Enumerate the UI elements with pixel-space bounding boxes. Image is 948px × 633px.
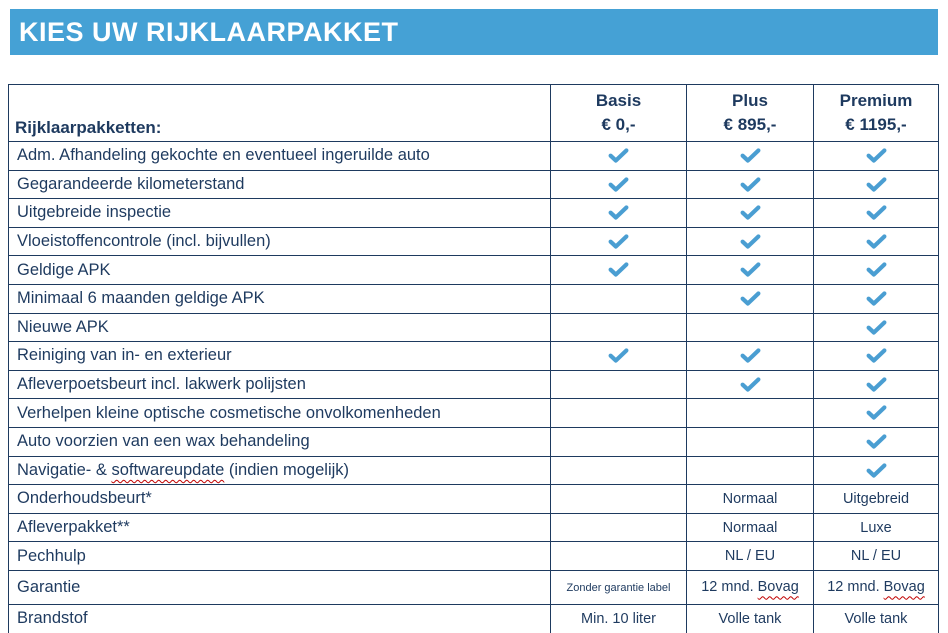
row-label (9, 142, 551, 171)
package-cell-basis (551, 427, 687, 456)
package-cell-basis (551, 199, 687, 228)
text-segment: Verhelpen kleine optische cosmetische onvolkomenheden (17, 403, 441, 422)
check-icon (866, 291, 887, 306)
table-row (9, 485, 939, 514)
package-cell-premium (814, 485, 939, 514)
package-cell-basis (551, 604, 687, 633)
package-cell-plus (687, 370, 814, 399)
cell-value (843, 491, 909, 507)
table-row (9, 313, 939, 342)
row-header-cell (9, 85, 551, 142)
row-label (9, 313, 551, 342)
package-cell-plus (687, 427, 814, 456)
package-cell-basis (551, 370, 687, 399)
package-cell-basis (551, 513, 687, 542)
package-cell-basis (551, 456, 687, 485)
package-cell-basis (551, 256, 687, 285)
cell-value (567, 582, 671, 595)
text-segment: Min. 10 liter (581, 610, 656, 627)
row-label (9, 456, 551, 485)
package-cell-plus (687, 542, 814, 571)
package-cell-premium (814, 256, 939, 285)
text-segment: Volle tank (718, 610, 782, 627)
package-cell-plus (687, 456, 814, 485)
table-row (9, 427, 939, 456)
cell-value (851, 548, 901, 564)
text-segment: Gegarandeerde kilometerstand (17, 174, 245, 193)
table-row (9, 142, 939, 171)
package-cell-plus (687, 570, 814, 604)
section-title: KIES UW RIJKLAARPAKKET (19, 16, 399, 47)
check-icon (740, 291, 761, 306)
package-cell-plus (687, 199, 814, 228)
package-cell-plus (687, 256, 814, 285)
table-row (9, 227, 939, 256)
check-icon (740, 205, 761, 220)
column-name-plus: Plus (732, 91, 768, 110)
column-price-basis: € 0,- (601, 115, 636, 134)
cell-value (723, 491, 778, 507)
check-icon (608, 205, 629, 220)
package-cell-basis (551, 170, 687, 199)
text-segment: 12 mnd. (827, 579, 884, 596)
check-icon (740, 148, 761, 163)
package-cell-premium (814, 313, 939, 342)
package-cell-basis (551, 399, 687, 428)
row-label (9, 284, 551, 313)
row-label (9, 370, 551, 399)
check-icon (740, 262, 761, 277)
package-cell-premium (814, 570, 939, 604)
package-cell-basis (551, 227, 687, 256)
row-label (9, 570, 551, 604)
check-icon (608, 262, 629, 277)
text-segment: Auto voorzien van een wax behandeling (17, 432, 310, 451)
text-segment: Uitgebreid (842, 490, 910, 507)
cell-value (860, 520, 891, 536)
check-icon (866, 434, 887, 449)
text-segment: Geldige APK (17, 260, 111, 279)
package-cell-basis (551, 485, 687, 514)
text-segment: 12 mnd. (701, 579, 758, 596)
text-segment: Afleverpoetsbeurt incl. lakwerk polijsten (17, 375, 306, 394)
text-segment: Navigatie- & (17, 460, 112, 479)
column-header-basis (551, 85, 687, 142)
text-segment: Nieuwe APK (17, 317, 109, 336)
text-segment: Normaal (722, 519, 778, 536)
check-icon (608, 234, 629, 249)
package-cell-premium (814, 604, 939, 633)
package-cell-basis (551, 570, 687, 604)
table-row (9, 256, 939, 285)
package-cell-premium (814, 370, 939, 399)
package-cell-plus (687, 313, 814, 342)
package-cell-premium (814, 456, 939, 485)
package-cell-basis (551, 313, 687, 342)
table-row (9, 542, 939, 571)
row-label (9, 342, 551, 371)
section-banner (10, 9, 938, 55)
check-icon (866, 463, 887, 478)
cell-value (723, 520, 778, 536)
check-icon (608, 348, 629, 363)
cell-value (581, 611, 656, 627)
package-cell-premium (814, 427, 939, 456)
cell-value (701, 579, 799, 595)
package-cell-plus (687, 142, 814, 171)
text-segment: Minimaal 6 maanden geldige APK (17, 289, 265, 308)
package-cell-premium (814, 342, 939, 371)
misspelled-word: Bovag (757, 579, 799, 596)
table-row (9, 570, 939, 604)
column-name-premium: Premium (839, 91, 913, 110)
table-row (9, 399, 939, 428)
check-icon (866, 348, 887, 363)
row-label (9, 542, 551, 571)
cell-value (827, 579, 925, 595)
package-cell-basis (551, 284, 687, 313)
table-row (9, 199, 939, 228)
package-cell-basis (551, 142, 687, 171)
package-cell-plus (687, 485, 814, 514)
row-label (9, 256, 551, 285)
table-row (9, 456, 939, 485)
text-segment: Vloeistoffencontrole (incl. bijvullen) (17, 232, 271, 251)
column-header-premium (814, 85, 939, 142)
text-segment: Zonder garantie label (566, 582, 671, 595)
package-cell-premium (814, 399, 939, 428)
row-label (9, 604, 551, 633)
package-cell-plus (687, 399, 814, 428)
check-icon (608, 177, 629, 192)
package-cell-premium (814, 284, 939, 313)
text-segment: Reiniging van in- en exterieur (17, 346, 232, 365)
column-price-premium: € 1195,- (845, 115, 907, 134)
package-cell-premium (814, 170, 939, 199)
check-icon (740, 377, 761, 392)
check-icon (608, 148, 629, 163)
check-icon (866, 320, 887, 335)
check-icon (740, 177, 761, 192)
check-icon (740, 348, 761, 363)
text-segment: Garantie (17, 577, 81, 596)
check-icon (866, 262, 887, 277)
text-segment: Luxe (860, 519, 892, 536)
misspelled-word: Bovag (883, 579, 925, 596)
text-segment: Volle tank (844, 610, 908, 627)
table-row (9, 370, 939, 399)
package-cell-premium (814, 542, 939, 571)
cell-value (845, 611, 908, 627)
table-header-row (9, 85, 939, 142)
row-header-label: Rijklaarpakketten: (15, 118, 162, 137)
text-segment: NL / EU (724, 548, 776, 565)
column-header-plus (687, 85, 814, 142)
table-row (9, 342, 939, 371)
row-label (9, 485, 551, 514)
row-label (9, 199, 551, 228)
check-icon (866, 377, 887, 392)
row-label (9, 227, 551, 256)
cell-value (725, 548, 775, 564)
package-cell-premium (814, 227, 939, 256)
row-label (9, 399, 551, 428)
text-segment: NL / EU (850, 548, 902, 565)
misspelled-word: softwareupdate (111, 460, 225, 479)
package-cell-plus (687, 284, 814, 313)
column-price-plus: € 895,- (723, 115, 777, 134)
package-cell-plus (687, 513, 814, 542)
package-cell-plus (687, 342, 814, 371)
text-segment: Pechhulp (17, 546, 86, 565)
text-segment: (indien mogelijk) (224, 460, 350, 479)
table-body (9, 142, 939, 633)
table-row (9, 284, 939, 313)
text-segment: Afleverpakket** (17, 518, 130, 537)
check-icon (866, 405, 887, 420)
check-icon (866, 234, 887, 249)
package-cell-plus (687, 604, 814, 633)
package-cell-premium (814, 199, 939, 228)
check-icon (866, 205, 887, 220)
table-row (9, 513, 939, 542)
text-segment: Uitgebreide inspectie (17, 203, 172, 222)
text-segment: Onderhoudsbeurt* (17, 489, 152, 508)
table-row (9, 604, 939, 633)
row-label (9, 170, 551, 199)
column-name-basis: Basis (595, 91, 642, 110)
package-cell-premium (814, 142, 939, 171)
package-cell-plus (687, 227, 814, 256)
check-icon (866, 148, 887, 163)
check-icon (740, 234, 761, 249)
package-cell-plus (687, 170, 814, 199)
table-row (9, 170, 939, 199)
row-label (9, 513, 551, 542)
package-comparison-table (8, 84, 939, 633)
text-segment: Adm. Afhandeling gekochte en eventueel ingeruilde auto (17, 146, 430, 165)
package-cell-premium (814, 513, 939, 542)
cell-value (719, 611, 782, 627)
text-segment: Normaal (722, 490, 778, 507)
row-label (9, 427, 551, 456)
package-cell-basis (551, 542, 687, 571)
package-cell-basis (551, 342, 687, 371)
text-segment: Brandstof (17, 609, 88, 628)
check-icon (866, 177, 887, 192)
